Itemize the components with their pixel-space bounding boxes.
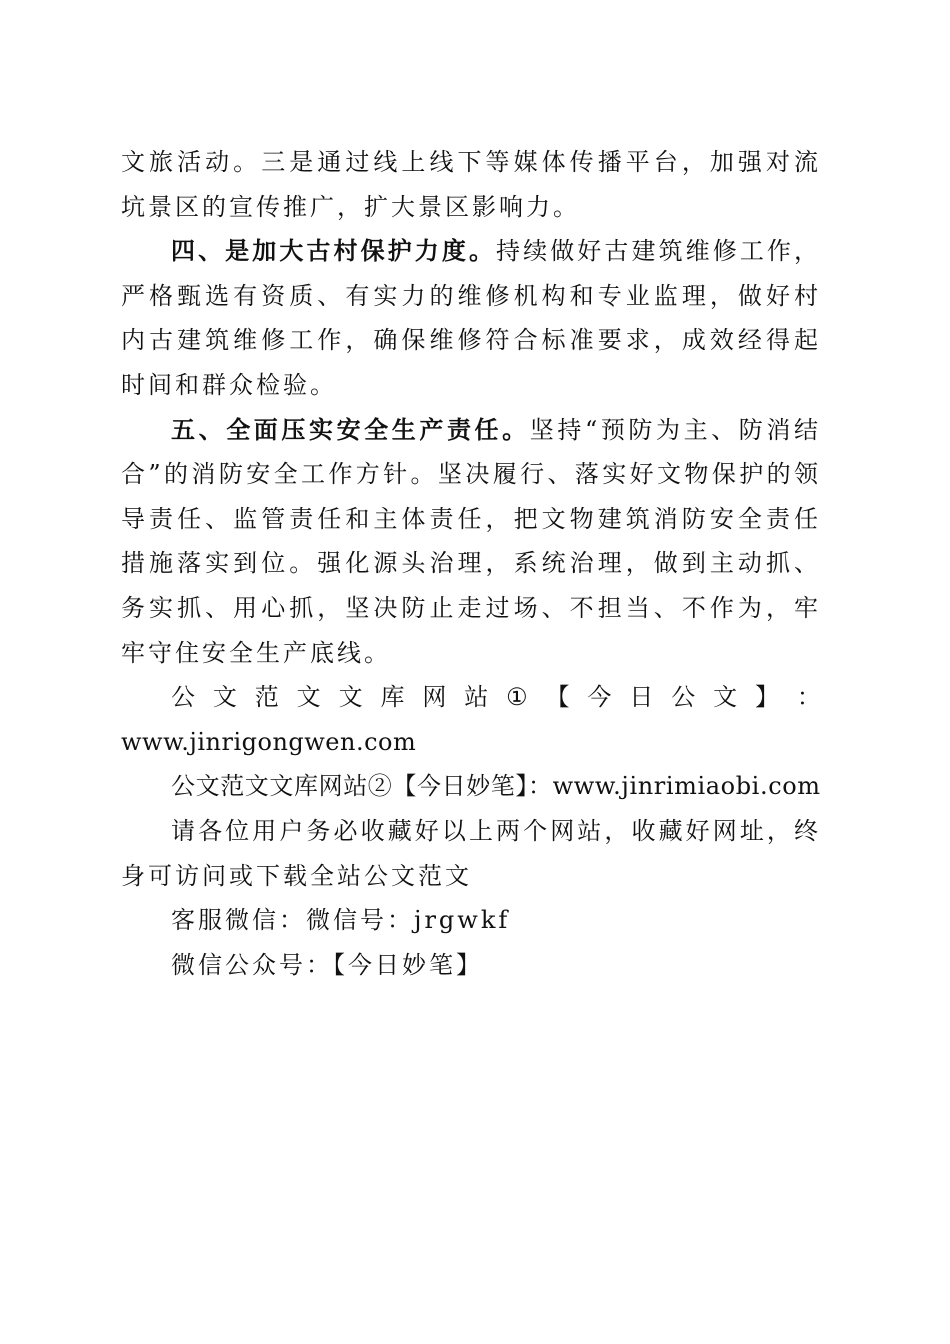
- site1-label-char: 站: [464, 683, 489, 712]
- wechat-official-account: 微信公众号：【今日妙笔】: [171, 950, 483, 979]
- site2-line[interactable]: 公文范文文库网站②【今日妙笔】：www.jinrimiaobi.com: [171, 772, 821, 801]
- site1-label-char: 公: [171, 683, 195, 712]
- site1-label-char: 文: [212, 683, 237, 712]
- site1-label-char: ①: [506, 683, 528, 712]
- wechat-service: 客服微信：微信号：jrgwkf: [171, 906, 511, 935]
- site1-url[interactable]: www.jinrigongwen.com: [121, 727, 417, 756]
- site1-label-char: 网: [422, 683, 447, 712]
- site1-label-char: 范: [254, 683, 279, 712]
- section-five-body: 坚持“预防为主、防消结合”的消防安全工作方针。坚决履行、落实好文物保护的领导责任、监管责任和主体责任，把文物建筑消防安全责任措施落实到位。强化源头治理，系统治理，做到主动抓、务实抓、用心抓，坚决防止走过场、不担当、不作为，牢牢守住安全生产底线。: [121, 415, 821, 667]
- site1-label-char: ：: [796, 683, 821, 712]
- site1-label-char: 库: [380, 683, 405, 712]
- section-five-heading: 五、全面压实安全生产责任。: [171, 415, 530, 444]
- section-four-body: 持续做好古建筑维修工作，严格甄选有资质、有实力的维修机构和专业监理，做好村内古建筑维修工作，确保维修符合标准要求，成效经得起时间和群众检验。: [121, 237, 822, 399]
- bookmark-notice: 请各位用户务必收藏好以上两个网站，收藏好网址，终身可访问或下载全站公文范文: [121, 816, 821, 890]
- site1-label-char: 【: [545, 683, 570, 712]
- section-four-heading: 四、是加大古村保护力度。: [171, 237, 497, 266]
- site1-label-char: 今: [587, 683, 612, 712]
- site1-label-char: 公: [671, 683, 696, 712]
- paragraph-section-four: [121, 229, 821, 407]
- document-page: [121, 140, 821, 987]
- site1-label-char: 文: [338, 683, 363, 712]
- site1-label-char: 日: [629, 683, 654, 712]
- paragraph-continuation: 文旅活动。三是通过线上线下等媒体传播平台，加强对流坑景区的宣传推广，扩大景区影响力。: [121, 148, 821, 221]
- site1-label-char: 文: [296, 683, 321, 712]
- site1-label-char: 文: [713, 683, 738, 712]
- site1-label-line: [121, 675, 821, 720]
- paragraph-section-five: [121, 408, 821, 676]
- site1-label-char: 】: [754, 683, 779, 712]
